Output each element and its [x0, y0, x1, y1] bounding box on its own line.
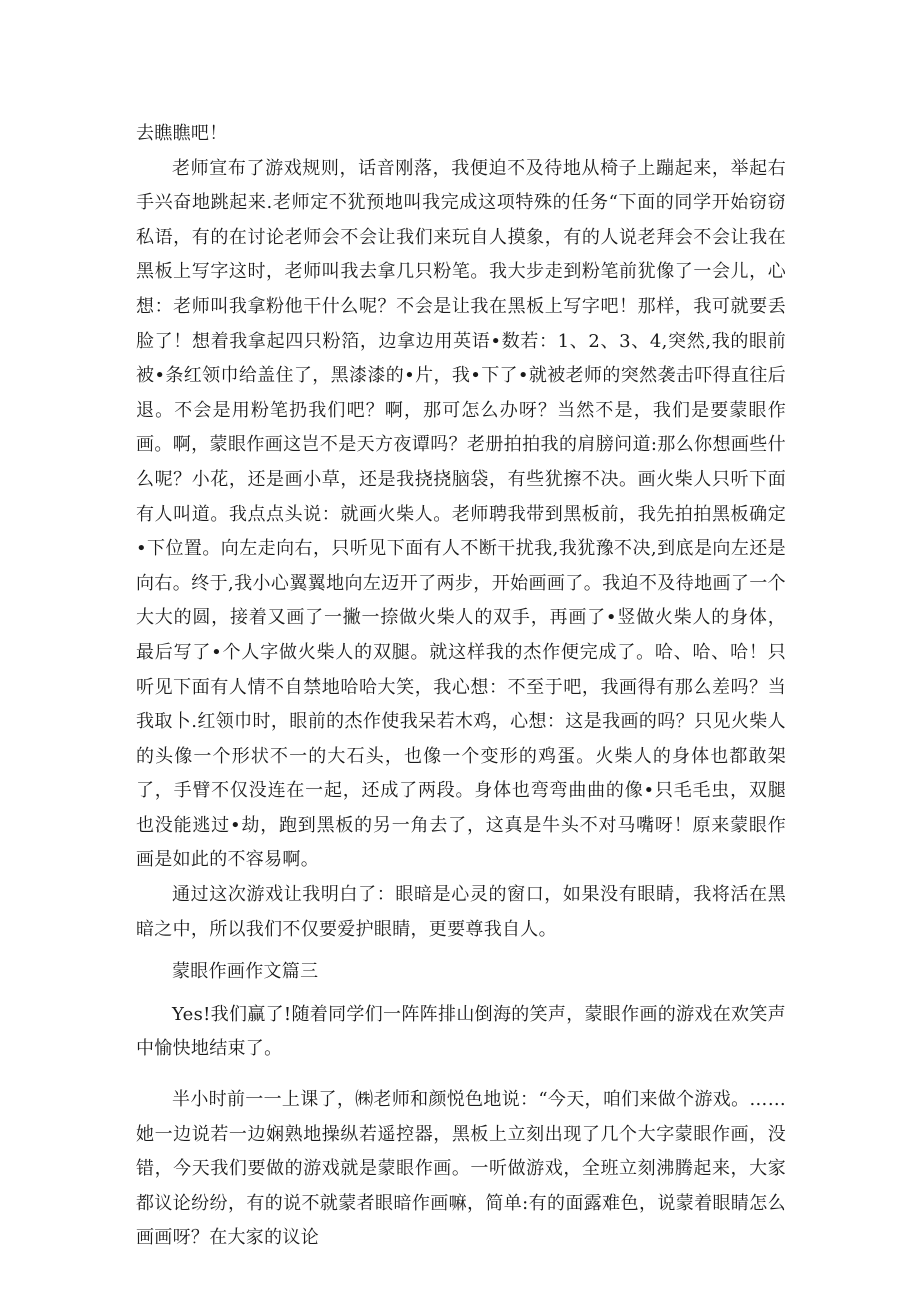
- paragraph-intro: Yes!我们赢了!随着同学们一阵阵排山倒海的笑声，蒙眼作画的游戏在欢笑声中愉快地结束了。: [136, 1003, 786, 1060]
- paragraph-game-story: 老师宣布了游戏规则，话音刚落，我便迫不及待地从椅子上蹦起来，举起右手兴奋地跳起来.老师定不犹预地叫我完成这项特殊的任务“下面的同学开始窃窃私语，有的在讨论老师会不会让我们来玩自人摸象，有的人说老拜会不会让我在黑板上写字这时，老师叫我去拿几只粉笔。我大步走到粉笔前犹像了一会儿，心想：老师叫我拿粉他干什么呢？不会是让我在黑板上写字吧！那样，我可就要丢脸了！想着我拿起四只粉箔，边拿边用英语•数若：1、2、3、4,突然,我的眼前被•条红领巾给盖住了，黑漆漆的•片，我•下了•就被老师的突然袭击吓得直往后退。不会是用粉笔扔我们吧？啊，那可怎么办呀？当然不是，我们是要蒙眼作画。啊，蒙眼作画这岂不是天方夜谭吗？老册拍拍我的肩膀问道:那么你想画些什么呢？小花，还是画小草，还是我挠挠脑袋，有些犹擦不决。画火柴人只听下面有人叫道。我点点头说：就画火柴人。老师聘我带到黑板前，我先拍拍黑板确定•下位置。向左走向右，只听见下面有人不断干扰我,我犹豫不决,到底是向左还是向右。终于,我小心翼翼地向左迈开了两步，开始画画了。我迫不及待地画了一个大大的圆，接着又画了一撇一捺做火柴人的双手，再画了•竖做火柴人的身体，最后写了•个人字做火柴人的双腿。就这样我的杰作便完成了。哈、哈、哈！只听见下面有人情不自禁地哈哈大笑，我心想：不至于吧，我画得有那么差吗？当我取卜.红领巾时，眼前的杰作使我呆若木鸡，心想：这是我画的吗？只见火柴人的头像一个形状不一的大石头，也像一个变形的鸡蛋。火柴人的身体也都敢架了，手臂不仅没连在一起，还成了两段。身体也弯弯曲曲的像•只毛毛虫，双腿也没能逃过•劫，跑到黑板的另一角去了，这真是牛头不对马嘴呀！原来蒙眼作画是如此的不容易啊。: [136, 157, 786, 871]
- paragraph-continuation: 去瞧瞧吧！: [136, 123, 228, 144]
- document-body: [136, 117, 786, 1256]
- paragraph-lesson: 通过这次游戏让我明白了：眼暗是心灵的窗口，如果没有眼睛，我将活在黑暗之中，所以我们不仅要爱护眼睛，更要尊我自人。: [136, 884, 786, 940]
- section-heading: 蒙眼作画作文篇三: [172, 961, 319, 983]
- paragraph-flashback: 半小时前一一上课了，㈱老师和颜悦色地说：“今天，咱们来做个游戏。……她一边说若一边娴熟地操纵若遥控器，黑板上立刻出现了几个大字蒙眼作画，没错，今天我们要做的游戏就是蒙眼作画。一听做游戏，全班立刻沸腾起来，大家都议论纷纷，有的说不就蒙者眼暗作画嘛，简单:有的面露难色，说蒙着眼睛怎么画画呀？在大家的议论: [136, 1089, 786, 1249]
